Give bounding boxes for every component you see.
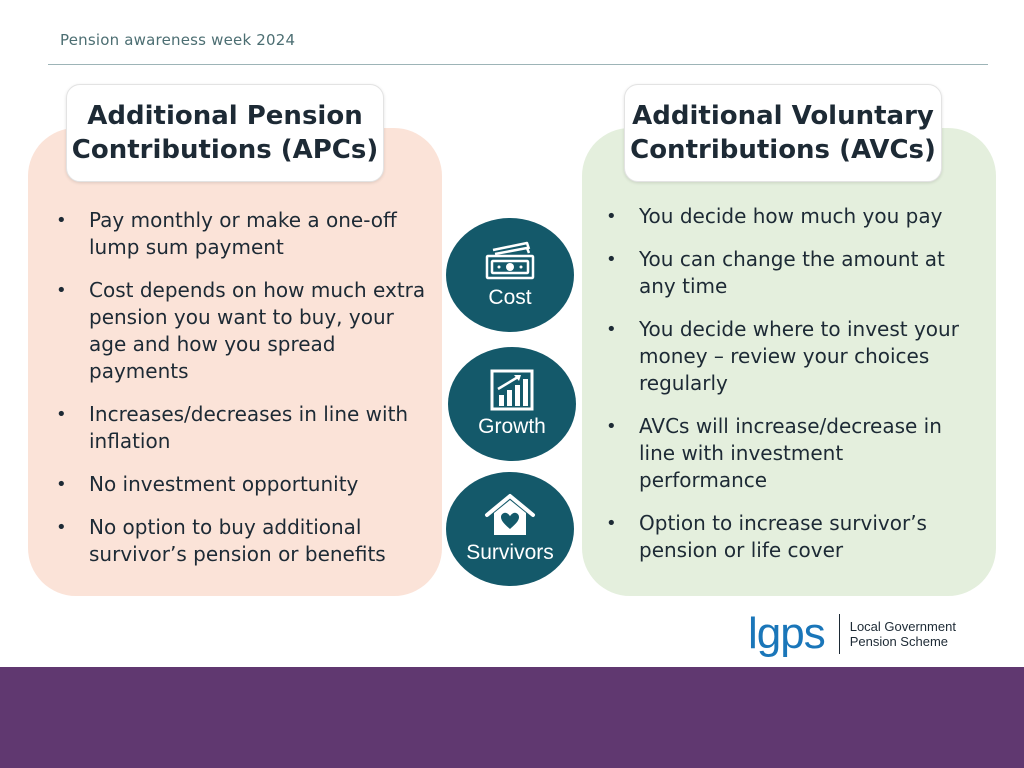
list-item: • Increases/decreases in line with inflation: [56, 401, 428, 455]
logo-text-line1: Local Government: [849, 619, 956, 634]
list-item: • You decide where to invest your money – review your choices regularly: [606, 316, 976, 397]
cost-label: Cost: [488, 286, 532, 309]
survivors-label: Survivors: [466, 541, 554, 564]
apc-title: Additional Pension Contributions (APCs): [71, 101, 379, 165]
list-item: • Cost depends on how much extra pension you want to buy, your age and how you spread payments: [56, 277, 428, 385]
list-item: • AVCs will increase/decrease in line with investment performance: [606, 413, 976, 494]
lgps-logo: [748, 609, 956, 658]
header-divider: [48, 64, 988, 65]
avc-title: Additional Voluntary Contributions (AVCs): [630, 101, 936, 165]
list-item: • No investment opportunity: [56, 471, 428, 498]
list-item: • Option to increase survivor’s pension or life cover: [606, 510, 976, 564]
page-header: Pension awareness week 2024: [60, 31, 296, 49]
apc-title-box: [66, 84, 384, 182]
survivors-circle: [446, 472, 574, 586]
logo-separator: [839, 614, 840, 654]
avc-title-box: [624, 84, 942, 182]
growth-label: Growth: [478, 415, 546, 438]
cost-circle: [446, 218, 574, 332]
growth-circle: [448, 347, 576, 461]
banknotes-icon: [483, 240, 537, 282]
list-item: • You decide how much you pay: [606, 203, 976, 230]
logo-text: [850, 619, 956, 649]
logo-text-line2: Pension Scheme: [849, 634, 948, 649]
logo-mark: lgps: [748, 609, 825, 658]
bar-chart-growth-icon: [490, 369, 534, 411]
avc-bullet-list: [606, 203, 976, 580]
apc-bullet-list: [56, 207, 428, 584]
house-heart-icon: [483, 493, 537, 537]
list-item: • No option to buy additional survivor’s pension or benefits: [56, 514, 428, 568]
list-item: • You can change the amount at any time: [606, 246, 976, 300]
footer-band: [0, 667, 1024, 768]
list-item: • Pay monthly or make a one-off lump sum payment: [56, 207, 428, 261]
